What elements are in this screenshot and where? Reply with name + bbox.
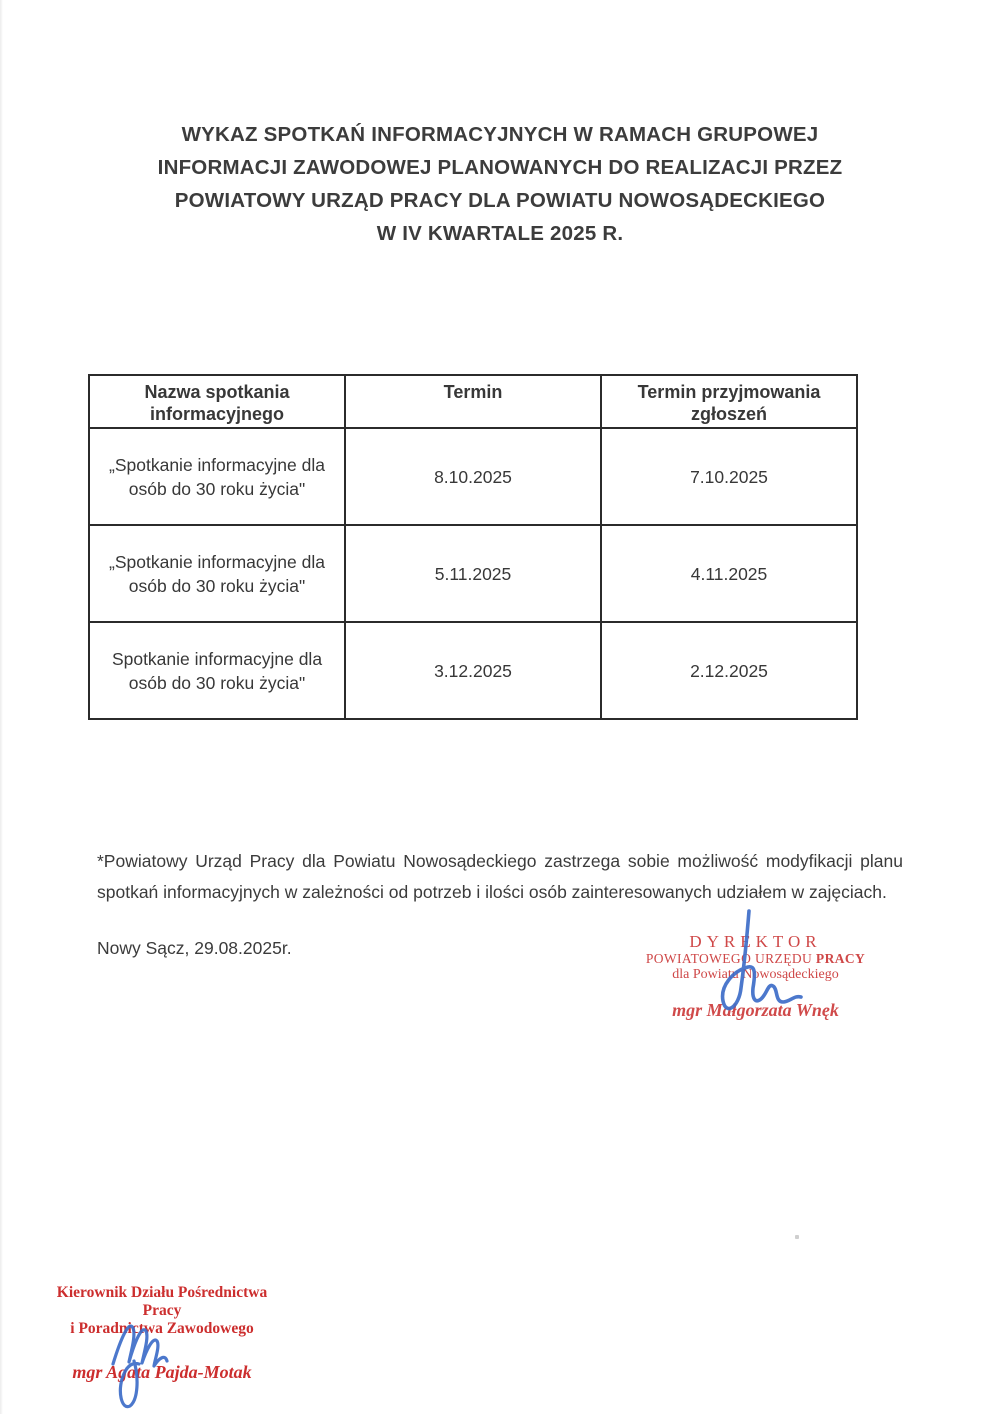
footnote-text: *Powiatowy Urząd Pracy dla Powiatu Nowosądeckiego zastrzega sobie możliwość modyfikacji planu spotkań informacyjnych w zależności od potrzeb i ilości osób zainteresowanych udziałem w zajęciach. xyxy=(97,850,903,902)
header-meeting-name: Nazwa spotkania informacyjnego xyxy=(89,375,345,428)
kierownik-stamp-line-1: Kierownik Działu Pośrednictwa Pracy xyxy=(56,1284,268,1319)
table-header-row xyxy=(89,375,857,428)
director-signature-ink xyxy=(697,908,812,1030)
meeting-date-cell: 5.11.2025 xyxy=(345,525,601,622)
meeting-date-cell: 3.12.2025 xyxy=(345,622,601,719)
meetings-table xyxy=(88,374,858,720)
director-stamp-title: DYREKTOR xyxy=(689,932,822,951)
scan-edge-shadow xyxy=(0,0,3,1414)
kierownik-name: mgr Agata Pajda-Motak xyxy=(72,1362,252,1382)
document-title xyxy=(50,118,950,250)
table-row xyxy=(89,525,857,622)
meeting-date-cell: 8.10.2025 xyxy=(345,428,601,525)
deadline-cell: 4.11.2025 xyxy=(601,525,857,622)
title-line-2: INFORMACJI ZAWODOWEJ PLANOWANYCH DO REALIZACJI PRZEZ xyxy=(157,156,843,179)
title-line-1: WYKAZ SPOTKAŃ INFORMACYJNYCH W RAMACH GRUPOWEJ xyxy=(181,123,819,146)
meeting-name-cell: „Spotkanie informacyjne dla osób do 30 roku życia" xyxy=(89,428,345,525)
scan-speck xyxy=(795,1235,799,1239)
table-row xyxy=(89,428,857,525)
title-line-3: POWIATOWY URZĄD PRACY DLA POWIATU NOWOSĄDECKIEGO xyxy=(174,189,826,212)
director-stamp-district: dla Powiatu Nowosądeckiego xyxy=(672,967,839,982)
place-date-line: Nowy Sącz, 29.08.2025r. xyxy=(97,938,292,958)
meeting-name-cell: „Spotkanie informacyjne dla osób do 30 roku życia" xyxy=(89,525,345,622)
director-stamp-office-text: POWIATOWEGO URZĘDU xyxy=(645,951,816,966)
deadline-cell: 2.12.2025 xyxy=(601,622,857,719)
director-stamp-office-bold: PRACY xyxy=(815,951,866,966)
kierownik-stamp-line-2: i Poradnictwa Zawodowego xyxy=(70,1320,254,1337)
header-termin: Termin xyxy=(345,375,601,428)
director-name: mgr Małgorzata Wnęk xyxy=(672,1000,839,1020)
header-deadline: Termin przyjmowania zgłoszeń xyxy=(601,375,857,428)
meeting-name-cell: Spotkanie informacyjne dla osób do 30 roku życia" xyxy=(89,622,345,719)
title-line-4: W IV KWARTALE 2025 R. xyxy=(376,222,624,245)
kierownik-signature-ink xyxy=(103,1306,188,1411)
deadline-cell: 7.10.2025 xyxy=(601,428,857,525)
table-row xyxy=(89,622,857,719)
